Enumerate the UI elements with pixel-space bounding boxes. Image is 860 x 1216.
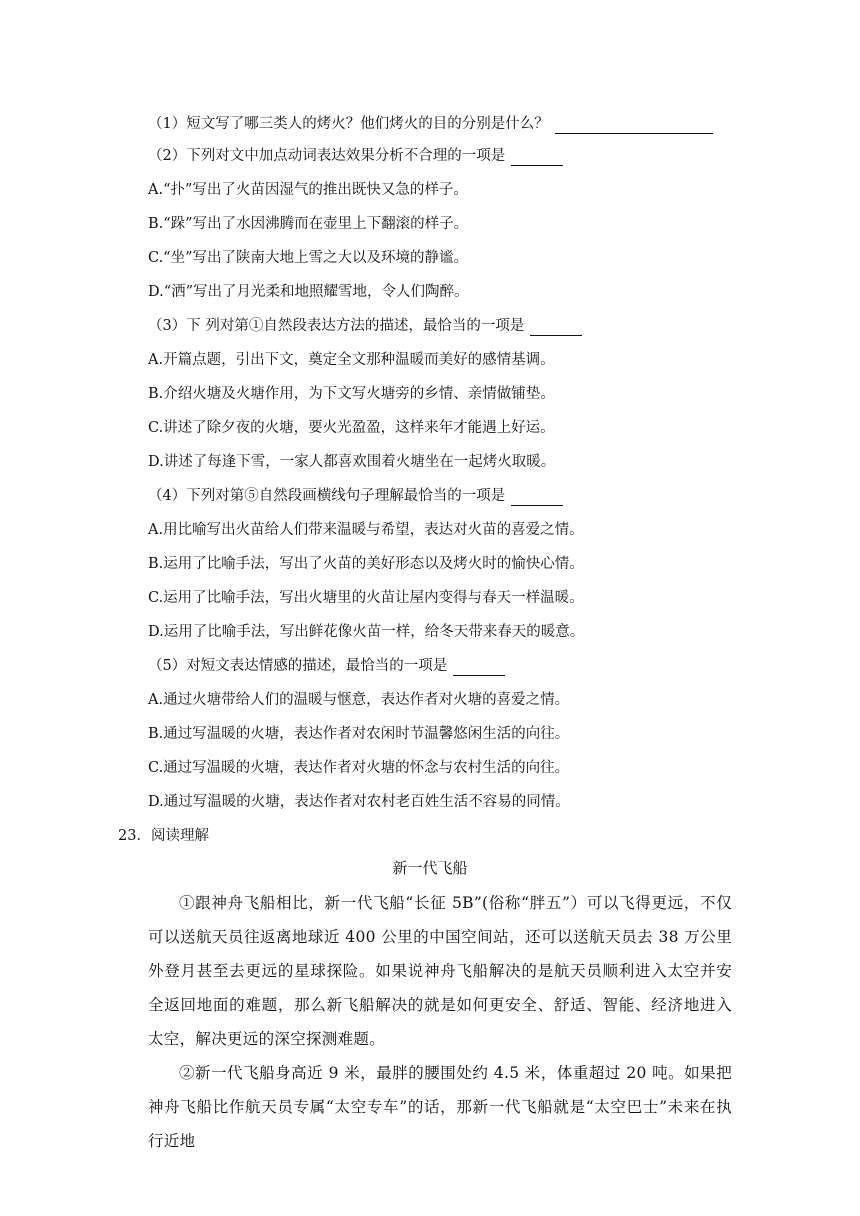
q4-option-a: A.用比喻写出火苗给人们带来温暖与希望，表达对火苗的喜爱之情。: [148, 522, 584, 538]
q2-option-d: D.“洒”写出了月光柔和地照耀雪地，令人们陶醉。: [148, 284, 469, 300]
question-2-text: （2）下列对文中加点动词表达效果分析不合理的一项是: [148, 148, 506, 164]
q4-option-d: D.运用了比喻手法，写出鲜花像火苗一样，给冬天带来春天的暖意。: [148, 624, 585, 640]
passage-paragraph-1: ①跟神舟飞船相比，新一代飞船“长征 5B”(俗称“胖五”）可以飞得更远，不仅可以送航天员往返离地球近 400 公里的中国空间站，还可以送航天员去 38 万公里外登月甚至去更远的星球探险。如果说神舟飞船解决的是航天员顺利进入太空并安全返回地面的难题，那么新飞船解决的就是如何更安全、舒适、智能、经济地进入太空，解决更远的深空探测难题。: [148, 894, 732, 1048]
answer-blank-3[interactable]: [530, 319, 582, 336]
q3-option-d: D.讲述了每逢下雪，一家人都喜欢围着火塘坐在一起烤火取暖。: [148, 454, 556, 470]
q2-option-c: C.“坐”写出了陕南大地上雪之大以及环境的静谧。: [148, 250, 469, 266]
passage-title: 新一代飞船: [392, 859, 468, 877]
question-5: [148, 656, 505, 676]
question-3-text: （3）下 列对第①自然段表达方法的描述，最恰当的一项是: [148, 318, 525, 334]
q4-option-c: C.运用了比喻手法，写出火塘里的火苗让屋内变得与春天一样温暖。: [148, 590, 584, 606]
q5-option-b: B.通过写温暖的火塘，表达作者对农闲时节温馨悠闲生活的向往。: [148, 726, 570, 742]
question-1: [148, 114, 713, 134]
question-3: [148, 316, 582, 336]
q2-option-b: B.“跺”写出了水因沸腾而在壶里上下翻滚的样子。: [148, 216, 469, 232]
q3-option-a: A.开篇点题，引出下文，奠定全文那种温暖而美好的感情基调。: [148, 352, 555, 368]
section-23-heading: 23．阅读理解: [118, 828, 209, 844]
question-4: [148, 486, 563, 506]
q4-option-b: B.运用了比喻手法，写出了火苗的美好形态以及烤火时的愉快心情。: [148, 556, 584, 572]
answer-blank-5[interactable]: [453, 659, 505, 676]
answer-blank-4[interactable]: [511, 489, 563, 506]
q5-option-d: D.通过写温暖的火塘，表达作者对农村老百姓生活不容易的同情。: [148, 794, 570, 810]
question-5-text: （5）对短文表达情感的描述，最恰当的一项是: [148, 658, 448, 674]
q5-option-a: A.通过火塘带给人们的温暖与惬意，表达作者对火塘的喜爱之情。: [148, 692, 570, 708]
answer-blank-2[interactable]: [511, 149, 563, 166]
question-4-text: （4）下列对第⑤自然段画横线句子理解最恰当的一项是: [148, 488, 506, 504]
question-2: [148, 146, 563, 166]
question-1-text: （1）短文写了哪三类人的烤火？他们烤火的目的分别是什么？: [148, 116, 549, 132]
q2-option-a: A.“扑”写出了火苗因湿气的推出既快又急的样子。: [148, 182, 468, 198]
passage-paragraph-2: ②新一代飞船身高近 9 米，最胖的腰围处约 4.5 米，体重超过 20 吨。如果把神舟飞船比作航天员专属“太空专车”的话，那新一代飞船就是“太空巴士”未来在执行近地: [148, 1064, 732, 1150]
q5-option-c: C.通过写温暖的火塘，表达作者对火塘的怀念与农村生活的向往。: [148, 760, 570, 776]
answer-blank-1[interactable]: [555, 117, 713, 134]
q3-option-b: B.介绍火塘及火塘作用，为下文写火塘旁的乡情、亲情做铺垫。: [148, 386, 555, 402]
q3-option-c: C.讲述了除夕夜的火塘，要火光盈盈，这样来年才能遇上好运。: [148, 420, 555, 436]
